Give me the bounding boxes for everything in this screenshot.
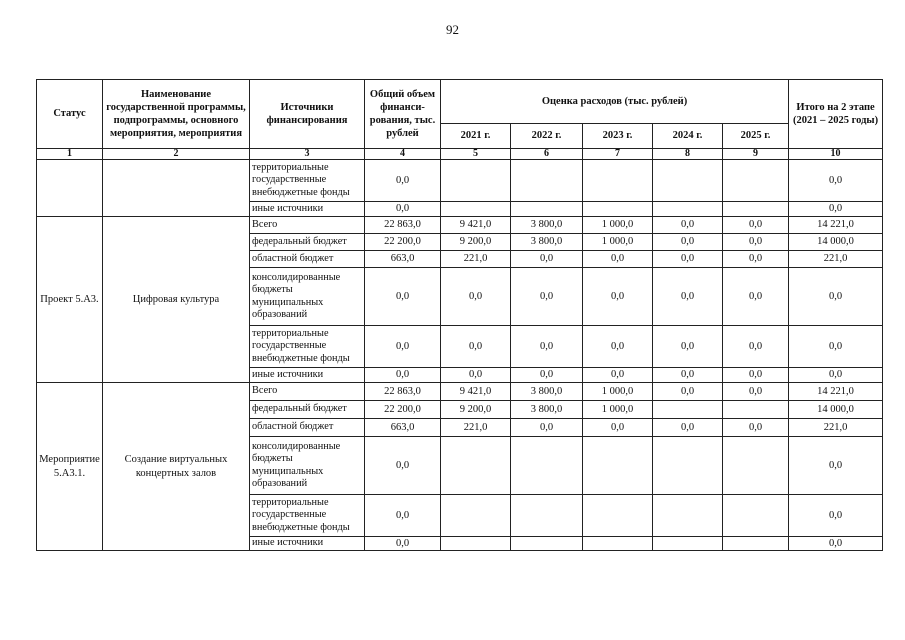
column-index: 9 [723,149,789,160]
year-cell [653,202,723,217]
year-cell: 0,0 [723,368,789,383]
year-cell [583,495,653,537]
year-cell [653,401,723,419]
total-cell: 663,0 [365,419,441,437]
year-cell [653,537,723,551]
year-cell [583,202,653,217]
column-index: 3 [250,149,365,160]
year-cell [723,401,789,419]
total-cell: 22 863,0 [365,217,441,234]
year-cell: 0,0 [583,419,653,437]
year-cell [511,437,583,495]
source-cell: федеральный бюджет [250,401,365,419]
year-cell: 0,0 [511,268,583,326]
stage-total-cell: 0,0 [789,495,883,537]
year-cell [583,437,653,495]
table-row [37,160,883,202]
stage-total-cell: 221,0 [789,251,883,268]
stage-total-cell: 14 000,0 [789,401,883,419]
source-cell: территориальные государственные внебюджетные фонды [250,160,365,202]
year-cell: 0,0 [441,268,511,326]
total-cell: 0,0 [365,495,441,537]
year-cell: 221,0 [441,419,511,437]
column-index: 4 [365,149,441,160]
stage-total-cell: 0,0 [789,268,883,326]
stage-total-cell: 0,0 [789,368,883,383]
year-cell: 0,0 [653,383,723,401]
total-cell: 22 863,0 [365,383,441,401]
total-cell: 0,0 [365,268,441,326]
year-cell [723,202,789,217]
stage-total-cell: 0,0 [789,202,883,217]
source-cell: консолидированные бюджеты муниципальных образований [250,268,365,326]
header-year: 2024 г. [653,124,723,149]
column-index: 10 [789,149,883,160]
name-cell: Создание виртуальных концертных залов [103,383,250,551]
total-cell: 0,0 [365,160,441,202]
budget-table [36,79,883,551]
header-year: 2021 г. [441,124,511,149]
year-cell: 1 000,0 [583,234,653,251]
year-cell [583,537,653,551]
stage-total-cell: 14 221,0 [789,383,883,401]
stage-total-cell: 14 221,0 [789,217,883,234]
status-cell: Проект 5.А3. [37,217,103,383]
source-cell: территориальные государственные внебюджетные фонды [250,326,365,368]
header-estimate: Оценка расходов (тыс. рублей) [441,80,789,124]
header-name: Наименование государственной программы, подпрограммы, основного мероприятия, мероприятия [103,80,250,149]
total-cell: 0,0 [365,202,441,217]
table-header [37,80,883,160]
year-cell: 0,0 [511,368,583,383]
year-cell: 0,0 [583,251,653,268]
year-cell: 3 800,0 [511,234,583,251]
year-cell [653,160,723,202]
total-cell: 22 200,0 [365,401,441,419]
year-cell [723,537,789,551]
header-stage-total: Итого на 2 этапе (2021 – 2025 годы) [789,80,883,149]
year-cell: 1 000,0 [583,217,653,234]
year-cell: 0,0 [723,326,789,368]
source-cell: консолидированные бюджеты муниципальных образований [250,437,365,495]
year-cell [441,160,511,202]
total-cell: 0,0 [365,326,441,368]
year-cell: 0,0 [511,419,583,437]
total-cell: 22 200,0 [365,234,441,251]
table-group [37,217,883,383]
status-cell: Мероприятие 5.А3.1. [37,383,103,551]
year-cell: 0,0 [653,368,723,383]
year-cell: 3 800,0 [511,383,583,401]
year-cell: 0,0 [653,419,723,437]
year-cell: 3 800,0 [511,401,583,419]
year-cell [723,160,789,202]
table-group [37,383,883,551]
stage-total-cell: 14 000,0 [789,234,883,251]
year-cell: 0,0 [653,268,723,326]
source-cell: областной бюджет [250,419,365,437]
year-cell [511,537,583,551]
total-cell: 0,0 [365,437,441,495]
table-row [37,383,883,401]
source-cell: Всего [250,217,365,234]
year-cell: 0,0 [723,268,789,326]
year-cell: 0,0 [723,383,789,401]
year-cell: 1 000,0 [583,383,653,401]
year-cell: 0,0 [723,217,789,234]
total-cell: 0,0 [365,368,441,383]
year-cell: 0,0 [653,326,723,368]
year-cell [653,437,723,495]
column-index: 8 [653,149,723,160]
source-cell: иные источники [250,368,365,383]
year-cell [723,495,789,537]
column-index: 6 [511,149,583,160]
year-cell: 0,0 [723,251,789,268]
year-cell: 0,0 [583,268,653,326]
name-cell: Цифровая культура [103,217,250,383]
year-cell: 221,0 [441,251,511,268]
year-cell [441,537,511,551]
stage-total-cell: 0,0 [789,160,883,202]
year-cell: 0,0 [653,217,723,234]
year-cell: 0,0 [441,368,511,383]
year-cell: 0,0 [653,234,723,251]
year-cell: 0,0 [723,419,789,437]
stage-total-cell: 221,0 [789,419,883,437]
year-cell [653,495,723,537]
year-cell [441,495,511,537]
table-group [37,160,883,217]
table-row [37,217,883,234]
source-cell: областной бюджет [250,251,365,268]
column-index: 5 [441,149,511,160]
stage-total-cell: 0,0 [789,437,883,495]
column-index: 2 [103,149,250,160]
source-cell: иные источники [250,537,365,551]
year-cell: 0,0 [583,326,653,368]
year-cell: 0,0 [511,251,583,268]
year-cell: 0,0 [441,326,511,368]
column-index: 7 [583,149,653,160]
header-total: Общий объем финанси-рования, тыс. рублей [365,80,441,149]
header-year: 2025 г. [723,124,789,149]
source-cell: иные источники [250,202,365,217]
year-cell: 3 800,0 [511,217,583,234]
year-cell [723,437,789,495]
page-number: 92 [446,22,459,37]
year-cell [441,202,511,217]
year-cell: 0,0 [511,326,583,368]
year-cell: 0,0 [583,368,653,383]
source-cell: Всего [250,383,365,401]
total-cell: 663,0 [365,251,441,268]
year-cell [511,495,583,537]
header-year: 2022 г. [511,124,583,149]
total-cell: 0,0 [365,537,441,551]
header-status: Статус [37,80,103,149]
year-cell: 9 421,0 [441,383,511,401]
year-cell: 9 421,0 [441,217,511,234]
year-cell: 1 000,0 [583,401,653,419]
stage-total-cell: 0,0 [789,537,883,551]
year-cell [441,437,511,495]
header-sources: Источники финансирования [250,80,365,149]
year-cell [511,202,583,217]
name-cell [103,160,250,217]
year-cell: 9 200,0 [441,234,511,251]
stage-total-cell: 0,0 [789,326,883,368]
header-year: 2023 г. [583,124,653,149]
year-cell: 0,0 [653,251,723,268]
source-cell: федеральный бюджет [250,234,365,251]
year-cell: 9 200,0 [441,401,511,419]
column-index: 1 [37,149,103,160]
year-cell [583,160,653,202]
year-cell [511,160,583,202]
source-cell: территориальные государственные внебюджетные фонды [250,495,365,537]
status-cell [37,160,103,217]
year-cell: 0,0 [723,234,789,251]
